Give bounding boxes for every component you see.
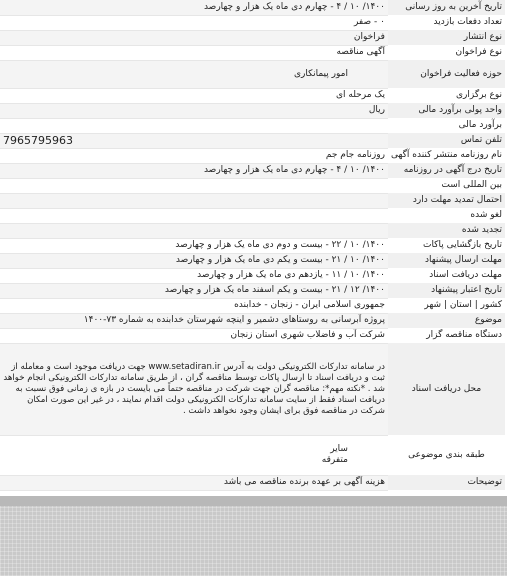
field-label: کشور | استان | شهر: [424, 300, 502, 310]
field-value: [0, 118, 388, 133]
field-label: واحد پولی برآورد مالی: [388, 103, 505, 118]
field-label: تعداد دفعات بازدید: [433, 17, 502, 27]
field-value: آگهی مناقصه: [0, 45, 388, 60]
table-row: [0, 133, 505, 148]
field-value: پروژه آبرسانی به روستاهای دشمیر و اینچه شهرستان خدابنده به شماره ۷۳-۱۴۰۰: [0, 313, 388, 328]
table-row: [0, 223, 505, 238]
field-label: موضوع: [388, 313, 505, 328]
table-row: [0, 328, 505, 343]
field-value: هزینه آگهی بر عهده برنده مناقصه می باشد: [0, 475, 388, 490]
table-row: [0, 208, 505, 223]
table-row: [0, 118, 505, 133]
field-value: روزنامه جام جم: [0, 148, 388, 163]
field-value: ۱۴۰۰/ ۱۰ / ۴ - چهارم دی ماه یک هزار و چهارصد: [0, 163, 388, 178]
table-row: [0, 193, 505, 208]
field-value: ریال: [0, 103, 388, 118]
field-label: برآورد مالی: [458, 120, 502, 130]
field-value: 7965795963: [0, 133, 388, 148]
field-label: تاریخ بازگشایی پاکات: [422, 240, 502, 250]
field-value: فراخوان: [0, 30, 388, 45]
table-row: [0, 343, 505, 435]
field-value: ۱۴۰۰/ ۱۲ / ۲۱ - بیست و یکم اسفند ماه یک هزار و چهارصد: [0, 283, 388, 298]
table-row: [0, 0, 505, 15]
field-label: تجدید شده: [388, 223, 505, 238]
table-row: [0, 88, 505, 103]
field-label: تاریخ درج آگهی در روزنامه: [388, 163, 505, 178]
field-value: ۰ - صفر: [0, 15, 388, 30]
field-label: دستگاه مناقصه گزار: [426, 330, 502, 340]
table-row: [0, 103, 505, 118]
field-value: [0, 208, 388, 223]
table-row: [0, 268, 505, 283]
field-label: توضیحات: [388, 475, 505, 490]
field-value: [0, 223, 388, 238]
field-label: تلفن تماس: [388, 133, 505, 148]
field-label: حوزه فعالیت فراخوان: [388, 60, 505, 88]
field-label: احتمال تمدید مهلت دارد: [388, 193, 505, 208]
table-row: [0, 475, 505, 490]
table-row: [0, 15, 505, 30]
table-row: [0, 148, 505, 163]
field-label: نوع فراخوان: [455, 47, 502, 57]
table-row: [0, 283, 505, 298]
field-value: شرکت آب و فاضلاب شهری استان زنجان: [0, 328, 388, 343]
table-row: [0, 60, 505, 88]
table-row: [0, 45, 505, 60]
table-row: [0, 313, 505, 328]
table-row: [0, 435, 505, 475]
field-value: امور پیمانکاری: [0, 60, 388, 88]
field-label: تاریخ اعتبار پیشنهاد: [388, 283, 505, 298]
table-row: [0, 163, 505, 178]
field-value: در سامانه تدارکات الکترونیکی دولت به آدرس www.setadiran.ir جهت دریافت موجود است و معامله از ثبت و دریافت اسناد تا ارسال پاکات توسط مناقصه گران ، از طریق سامانه تدارکات الکترونیکی انجام خواهد شد . *نکته مهم*: مناقصه گران جهت شرکت در مناقصه حتماً می بایست در بازه ی زمانی فوق نسبت به دریافت اسناد فقط از سایت سامانه تدارکات الکترونیکی دولت اقدام نمایند ، در غیر این صورت امکان شرکت در مناقصه فوق برای ایشان وجود نخواهد داشت .: [0, 343, 388, 435]
field-label: مهلت ارسال پیشنهاد: [388, 253, 505, 268]
field-value: جمهوری اسلامی ایران - زنجان - خدابنده: [0, 298, 388, 313]
field-label: طبقه بندی موضوعی: [408, 449, 485, 460]
field-value: ۱۴۰۰/ ۱۰ / ۲۱ - بیست و یکم دی ماه یک هزار و چهارصد: [0, 253, 388, 268]
table-row: [0, 253, 505, 268]
table-row: [0, 178, 505, 193]
table-row: [0, 238, 505, 253]
field-value: [0, 193, 388, 208]
table-row: [0, 30, 505, 45]
field-label: مهلت دریافت اسناد: [429, 270, 502, 280]
field-label: نوع برگزاری: [456, 90, 502, 100]
field-value: سایر متفرقه: [0, 435, 388, 475]
page-footer-background: [0, 496, 507, 576]
field-value: [0, 178, 388, 193]
field-label: نوع انتشار: [388, 30, 505, 45]
field-label: بین المللی است: [441, 180, 502, 190]
field-value: ۱۴۰۰/ ۱۰ / ۱۱ - یازدهم دی ماه یک هزار و چهارصد: [0, 268, 388, 283]
field-label: محل دریافت اسناد: [388, 343, 505, 435]
field-label: تاریخ آخرین به روز رسانی: [388, 0, 505, 15]
field-value: ۱۴۰۰/ ۱۰ / ۴ - چهارم دی ماه یک هزار و چهارصد: [0, 0, 388, 15]
table-row: [0, 298, 505, 313]
field-value: یک مرحله ای: [0, 88, 388, 103]
footer-shade: [0, 496, 507, 506]
field-label: نام روزنامه منتشر کننده آگهی: [390, 150, 502, 160]
field-label: لغو شده: [470, 210, 502, 220]
field-value: ۱۴۰۰/ ۱۰ / ۲۲ - بیست و دوم دی ماه یک هزار و چهارصد: [0, 238, 388, 253]
